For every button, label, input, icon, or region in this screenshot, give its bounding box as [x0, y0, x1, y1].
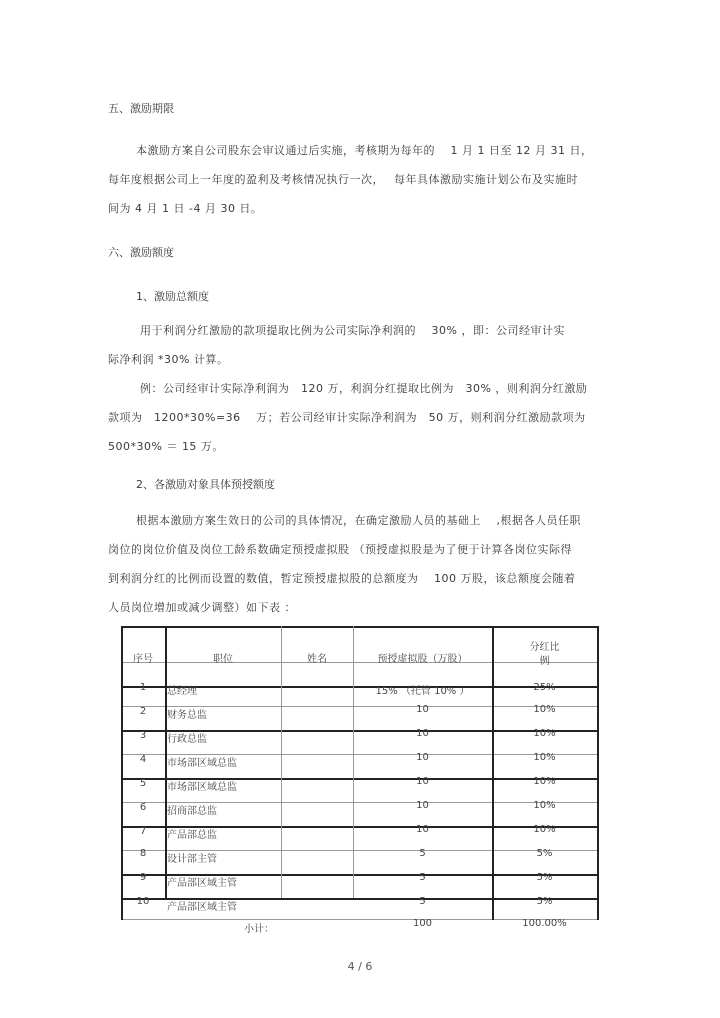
section-5-para-line-1: 本激励方案自公司股东会审议通过后实施，考核期为每年的 1 月 1 日至 12 月 31 日，: [136, 144, 593, 157]
row-ratio: 25%: [533, 682, 556, 693]
subsection-1-title: 1、激励总额度: [136, 290, 209, 303]
row-shares: 15% （托管 10% ）: [375, 686, 470, 697]
header-shares: 预授虚拟股（万股）: [377, 654, 468, 665]
header-ratio-line-1: 分红比: [529, 642, 560, 653]
subsection-1-example-line-2: 款项为 1200*30%=36 万；若公司经审计实际净利润为 50 万，则利润分红激励款项为: [108, 411, 586, 424]
row-ratio: 5%: [536, 848, 553, 859]
row-ratio: 10%: [533, 824, 556, 835]
row-position: 行政总监: [167, 734, 207, 745]
header-seq: 序号: [133, 654, 153, 665]
header-position: 职位: [213, 654, 233, 665]
total-label: 小计：: [244, 924, 274, 935]
row-seq: 2: [139, 706, 147, 717]
row-shares: 10: [416, 728, 429, 739]
total-shares: 100: [412, 918, 433, 929]
row-shares: 10: [416, 752, 429, 763]
row-ratio: 10%: [533, 776, 556, 787]
row-seq: 10: [136, 896, 150, 907]
section-5-title: 五、激励期限: [108, 102, 174, 115]
row-position: 市场部区域总监: [167, 758, 237, 769]
total-ratio: 100.00%: [522, 918, 567, 929]
row-seq: 4: [139, 754, 147, 765]
section-6-title: 六、激励额度: [108, 246, 174, 259]
row-seq: 5: [139, 778, 147, 789]
row-ratio: 10%: [533, 704, 556, 715]
row-shares: 10: [416, 776, 429, 787]
row-shares: 10: [416, 800, 429, 811]
row-position: 设计部主管: [167, 854, 217, 865]
row-position: 市场部区域总监: [167, 782, 237, 793]
row-seq: 3: [139, 730, 147, 741]
subsection-2-para-line-4: 人员岗位增加或减少调整）如下表 ：: [108, 601, 296, 614]
subsection-1-example-line-3: 500*30% ＝ 15 万。: [108, 440, 224, 453]
row-ratio: 5%: [536, 872, 553, 883]
subsection-1-para-line-1: 用于利润分红激励的款项提取比例为公司实际净利润的 30% ，即：公司经审计实: [140, 324, 565, 337]
subsection-1-para-line-2: 际净利润 *30% 计算。: [108, 353, 229, 366]
subsection-2-para-line-3: 到利润分红的比例而设置的数值，暂定预授虚拟股的总额度为 100 万股，该总额度会随着: [108, 572, 576, 585]
section-5-para-line-3: 间为 4 月 1 日 -4 月 30 日。: [108, 202, 263, 215]
row-seq: 9: [139, 872, 147, 883]
row-position: 总经理: [167, 686, 197, 697]
row-ratio: 10%: [533, 800, 556, 811]
row-shares: 5: [419, 848, 426, 859]
header-ratio-line-2: 例: [539, 656, 550, 667]
row-shares: 10: [416, 704, 429, 715]
row-position: 招商部总监: [167, 806, 217, 817]
row-shares: 10: [416, 824, 429, 835]
subsection-2-para-line-1: 根据本激励方案生效日的公司的具体情况，在确定激励人员的基础上 ,根据各人员任职: [136, 514, 581, 527]
row-shares: 5: [419, 872, 426, 883]
row-shares: 5: [419, 896, 426, 907]
row-position: 产品部总监: [167, 830, 217, 841]
subsection-1-example-line-1: 例：公司经审计实际净利润为 120 万，利润分红提取比例为 30% ，则利润分红激励: [140, 382, 588, 395]
row-position: 产品部区域主管: [167, 878, 237, 889]
row-seq: 8: [139, 848, 147, 859]
page-number: 4 / 6: [347, 960, 373, 973]
row-ratio: 10%: [533, 728, 556, 739]
row-seq: 7: [139, 826, 147, 837]
allocation-table: [121, 626, 598, 935]
section-5-para-line-2: 每年度根据公司上一年度的盈利及考核情况执行一次， 每年具体激励实施计划公布及实施时: [108, 173, 578, 186]
subsection-2-para-line-2: 岗位的岗位价值及岗位工龄系数确定预授虚拟股 （预授虚拟股是为了便于计算各岗位实际得: [108, 543, 572, 556]
row-ratio: 5%: [536, 896, 553, 907]
row-seq: 1: [139, 682, 147, 693]
row-position: 财务总监: [167, 710, 207, 721]
header-name: 姓名: [307, 654, 327, 665]
row-position: 产品部区域主管: [167, 902, 237, 913]
row-ratio: 10%: [533, 752, 556, 763]
row-seq: 6: [139, 802, 147, 813]
subsection-2-title: 2、各激励对象具体预授额度: [136, 478, 275, 491]
